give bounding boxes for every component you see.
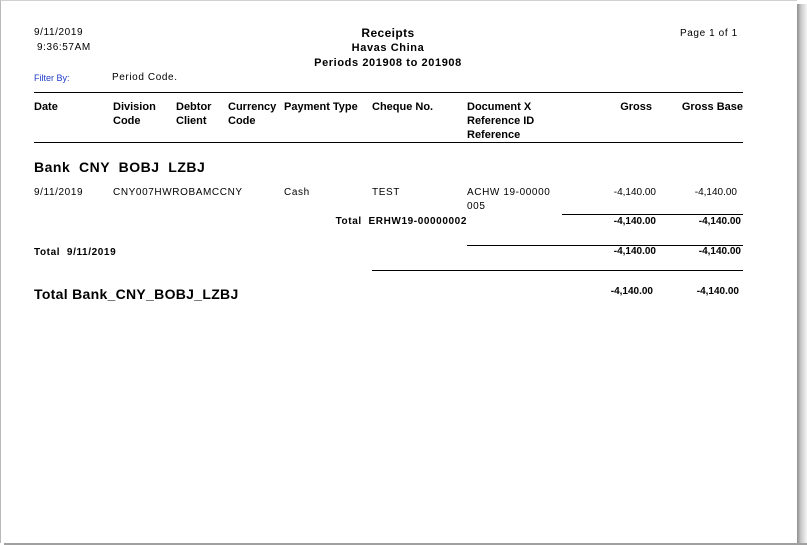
report-title: Receipts xyxy=(361,26,415,40)
col-cheque-no: Cheque No. xyxy=(372,101,434,113)
col-document-l3: Reference xyxy=(467,129,521,141)
bank-total-gross-base: -4,140.00 xyxy=(696,286,739,297)
col-currency-l1: Currency xyxy=(228,101,277,113)
date-total-label: Total 9/11/2019 xyxy=(34,247,117,258)
subtotal-label: Total ERHW19-00000002 xyxy=(335,216,467,227)
bank-total-gross: -4,140.00 xyxy=(610,286,653,297)
date-total-gross: -4,140.00 xyxy=(613,246,656,257)
col-currency-l2: Code xyxy=(228,115,256,127)
col-payment-type: Payment Type xyxy=(284,101,358,113)
col-division-l2: Code xyxy=(113,115,141,127)
filter-value: Period Code. xyxy=(112,72,178,83)
report-time: 9:36:57AM xyxy=(37,42,91,53)
report-date: 9/11/2019 xyxy=(34,27,84,38)
col-gross-base: Gross Base xyxy=(681,101,743,113)
subtotal-rule xyxy=(562,214,743,215)
row-codes: CNY007HWROBAMCCNY xyxy=(113,187,243,198)
subtotal-gross-base: -4,140.00 xyxy=(698,216,741,227)
header-bottom-rule xyxy=(34,142,743,143)
row-payment-type: Cash xyxy=(284,187,310,198)
bank-total-label: Total Bank_CNY_BOBJ_LZBJ xyxy=(34,286,239,302)
col-division-l1: Division xyxy=(113,101,156,113)
row-cheque-no: TEST xyxy=(372,187,400,198)
subtotal-gross: -4,140.00 xyxy=(613,216,656,227)
col-document-l1: Document X xyxy=(467,101,532,113)
col-date: Date xyxy=(34,101,58,113)
row-date: 9/11/2019 xyxy=(34,187,84,198)
bank-total-rule xyxy=(372,270,743,271)
col-document-l2: Reference ID xyxy=(467,115,535,127)
row-document-l1: ACHW 19-00000 xyxy=(467,187,551,198)
col-gross: Gross xyxy=(620,101,652,113)
group-title: Bank CNY BOBJ LZBJ xyxy=(34,159,206,175)
col-debtor-l1: Debtor xyxy=(176,101,212,113)
row-gross: -4,140.00 xyxy=(613,187,656,198)
header-top-rule xyxy=(34,92,743,93)
report-periods: Periods 201908 to 201908 xyxy=(314,57,462,69)
report-company: Havas China xyxy=(351,42,425,54)
page-number: Page 1 of 1 xyxy=(680,28,738,39)
page-shadow-right xyxy=(797,4,807,545)
filter-label: Filter By: xyxy=(34,73,70,83)
date-total-gross-base: -4,140.00 xyxy=(698,246,741,257)
col-debtor-l2: Client xyxy=(176,115,207,127)
row-document-l2: 005 xyxy=(467,201,486,212)
row-gross-base: -4,140.00 xyxy=(694,187,737,198)
